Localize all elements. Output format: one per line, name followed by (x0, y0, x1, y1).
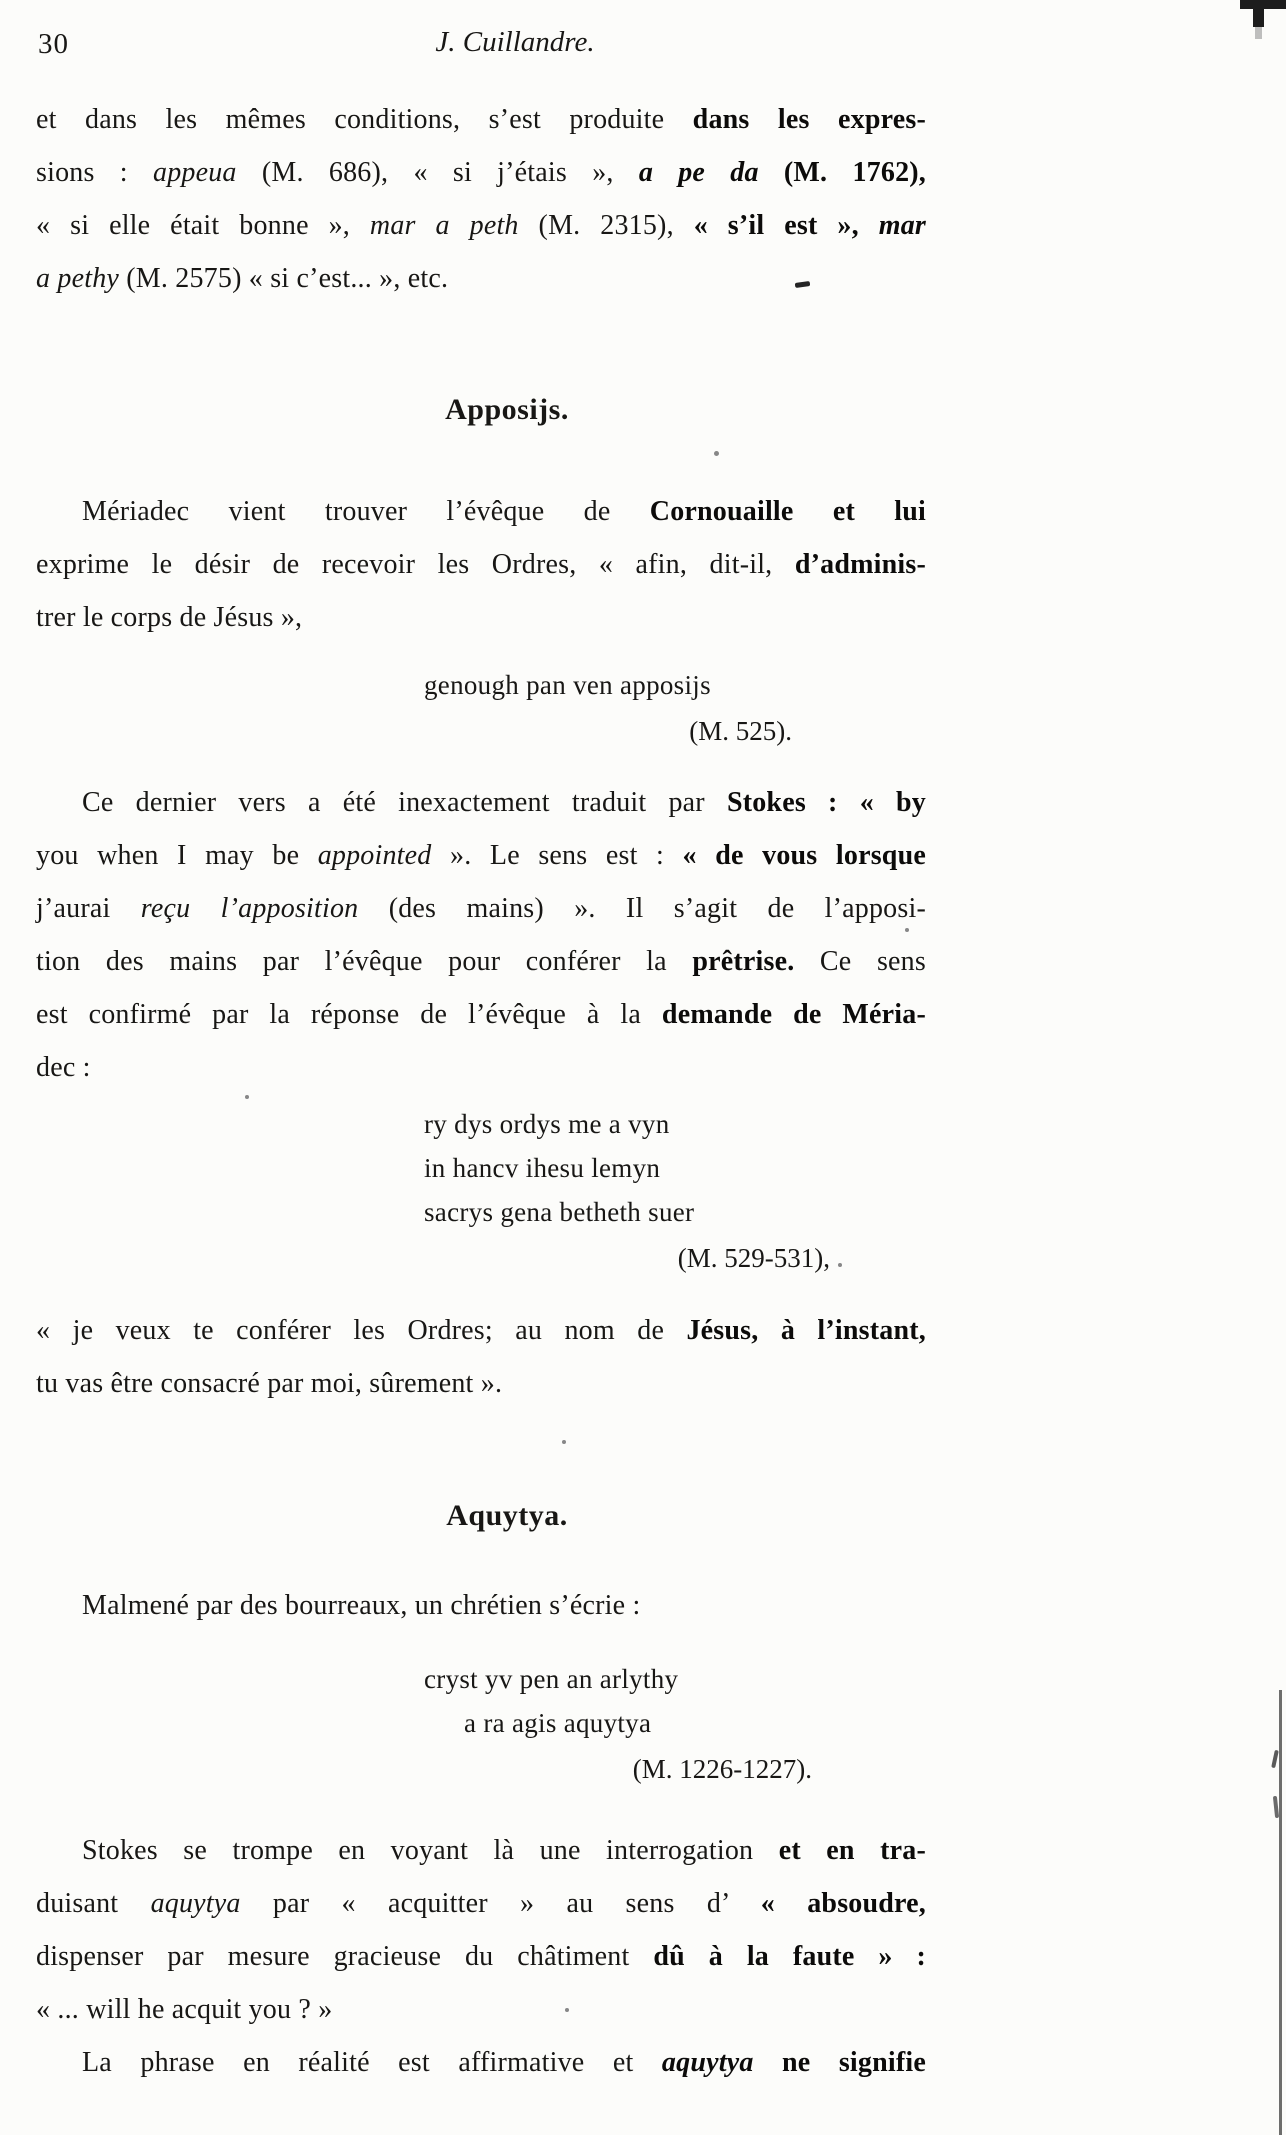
text-segment: (M. 686), « si j’étais », (236, 157, 639, 188)
scan-artifact-speck (245, 1095, 249, 1099)
text-line (36, 1579, 926, 1632)
text-segment: « de vous lorsque (682, 840, 926, 871)
section-heading-aquytya: Aquytya. (446, 1499, 568, 1532)
text-segment: d’adminis- (794, 549, 926, 580)
text-segment: (M. 2575) « si c’est... », etc. (119, 263, 449, 294)
text-segment: Ce dernier vers a été inexactement traduit par (82, 787, 727, 818)
page-header (36, 24, 926, 70)
text-segment: tu vas être consacré par moi, sûrement ». (36, 1368, 503, 1399)
text-line (36, 93, 926, 146)
running-title: J. Cuillandre. (435, 26, 595, 58)
verse-block (36, 1657, 926, 1745)
text-segment: exprime le désir de recevoir les Ordres, « afin, dit-il, (36, 549, 795, 580)
text-segment: « absoudre, (760, 1888, 926, 1919)
scan-artifact-edge-tick (1271, 1750, 1279, 1768)
text-segment: dans les expres- (692, 104, 926, 135)
text-segment: Jésus, à l’instant, (686, 1315, 927, 1346)
text-segment: Malmené par des bourreaux, un chrétien s’écrie : (82, 1590, 641, 1621)
text-line (36, 591, 926, 644)
text-line (36, 935, 926, 988)
scan-artifact-corner-smudge (1255, 27, 1262, 39)
text-line (36, 829, 926, 882)
verse-line: sacrys gena betheth suer (424, 1197, 695, 1227)
text-segment: ». Le sens est : (431, 840, 683, 871)
page-number: 30 (38, 28, 69, 60)
text-segment: La phrase en réalité est affirmative et (82, 2047, 662, 2078)
text-line (36, 1930, 926, 1983)
text-segment: « je veux te conférer les Ordres; au nom de (36, 1315, 687, 1346)
text-line (36, 2036, 926, 2089)
text-segment: « si elle était bonne », (36, 210, 370, 241)
paragraph (36, 485, 926, 644)
text-segment: a pethy (36, 263, 120, 294)
text-segment: est confirmé par la réponse de l’évêque à la (36, 999, 662, 1030)
text-line (36, 776, 926, 829)
verse-line: in hancv ihesu lemyn (424, 1153, 661, 1183)
text-segment: aquytya (661, 2047, 754, 2078)
text-line (36, 1357, 926, 1410)
verse-block (36, 1102, 926, 1234)
text-line (36, 485, 926, 538)
text-segment: duisant (36, 1888, 151, 1919)
text-column (36, 0, 926, 2089)
scan-artifact-speck (838, 1263, 842, 1267)
text-segment: tion des mains par l’évêque pour conférer la (36, 946, 693, 977)
text-line (36, 146, 926, 199)
section-heading-apposijs: Apposijs. (445, 393, 569, 426)
scan-artifact-speck (905, 928, 909, 932)
text-segment: reçu l’apposition (140, 893, 359, 924)
scan-artifact-corner-mark (1253, 0, 1264, 27)
text-line (36, 988, 926, 1041)
paragraph (36, 2036, 926, 2089)
scan-artifact-speck (714, 451, 719, 456)
text-segment: par « acquitter » au sens d’ (240, 1888, 761, 1919)
verse-line: a ra agis aquytya (464, 1708, 652, 1738)
text-segment: dec : (36, 1052, 91, 1083)
paragraph (36, 1579, 926, 1632)
text-segment: (des mains) ». Il s’agit de l’apposi- (358, 893, 926, 924)
text-segment: Ce sens (794, 946, 926, 977)
text-segment: prêtrise. (692, 946, 795, 977)
verse-line: cryst yv pen an arlythy (424, 1664, 679, 1694)
text-segment: et en tra- (778, 1835, 927, 1866)
text-line (36, 1824, 926, 1877)
text-segment: demande de Méria- (661, 999, 926, 1030)
verse-line: genough pan ven apposijs (424, 670, 711, 700)
verse-citation: (M. 529-531), (677, 1243, 830, 1273)
scan-artifact-speck (562, 1440, 566, 1444)
verse-block (36, 663, 926, 707)
text-segment: mar (878, 210, 926, 241)
text-segment: Stokes se trompe en voyant là une interrogation (82, 1835, 779, 1866)
text-segment: et dans les mêmes conditions, s’est produite (36, 104, 693, 135)
paragraph (36, 776, 926, 1094)
text-segment: trer le corps de Jésus », (36, 602, 303, 633)
text-segment: dû à la faute » : (653, 1941, 926, 1972)
text-segment: a pe da (638, 157, 759, 188)
scan-artifact-speck (565, 2008, 569, 2012)
text-line (36, 1877, 926, 1930)
text-line (36, 538, 926, 591)
text-line (36, 1983, 926, 2036)
text-segment: aquytya (150, 1888, 241, 1919)
text-segment: ne signifie (753, 2047, 926, 2078)
paragraph (36, 93, 926, 305)
text-segment: appointed (317, 840, 432, 871)
text-segment: « ... will he acquit you ? » (36, 1994, 333, 2025)
paragraph (36, 1824, 926, 2036)
text-line (36, 199, 926, 252)
paragraph (36, 1304, 926, 1410)
text-segment: (M. 1762), (758, 157, 927, 188)
text-segment: appeua (153, 157, 237, 188)
text-segment: sions : (36, 157, 153, 188)
text-line (36, 882, 926, 935)
text-segment: mar a peth (369, 210, 519, 241)
text-segment: dispenser par mesure gracieuse du châtiment (36, 1941, 654, 1972)
text-line (36, 252, 926, 305)
text-segment: you when I may be (36, 840, 318, 871)
text-segment: « s’il est », (693, 210, 879, 241)
verse-line: ry dys ordys me a vyn (424, 1109, 670, 1139)
verse-citation: (M. 525). (689, 716, 792, 746)
text-segment: Mériadec vient trouver l’évêque de (82, 496, 650, 527)
text-segment: (M. 2315), (518, 210, 694, 241)
scan-artifact-edge-line (1279, 1690, 1282, 2135)
text-line (36, 1041, 926, 1094)
text-segment: Cornouaille et lui (649, 496, 926, 527)
text-segment: Stokes : « by (726, 787, 926, 818)
text-line (36, 1304, 926, 1357)
text-segment: j’aurai (36, 893, 141, 924)
verse-citation: (M. 1226-1227). (632, 1754, 812, 1784)
